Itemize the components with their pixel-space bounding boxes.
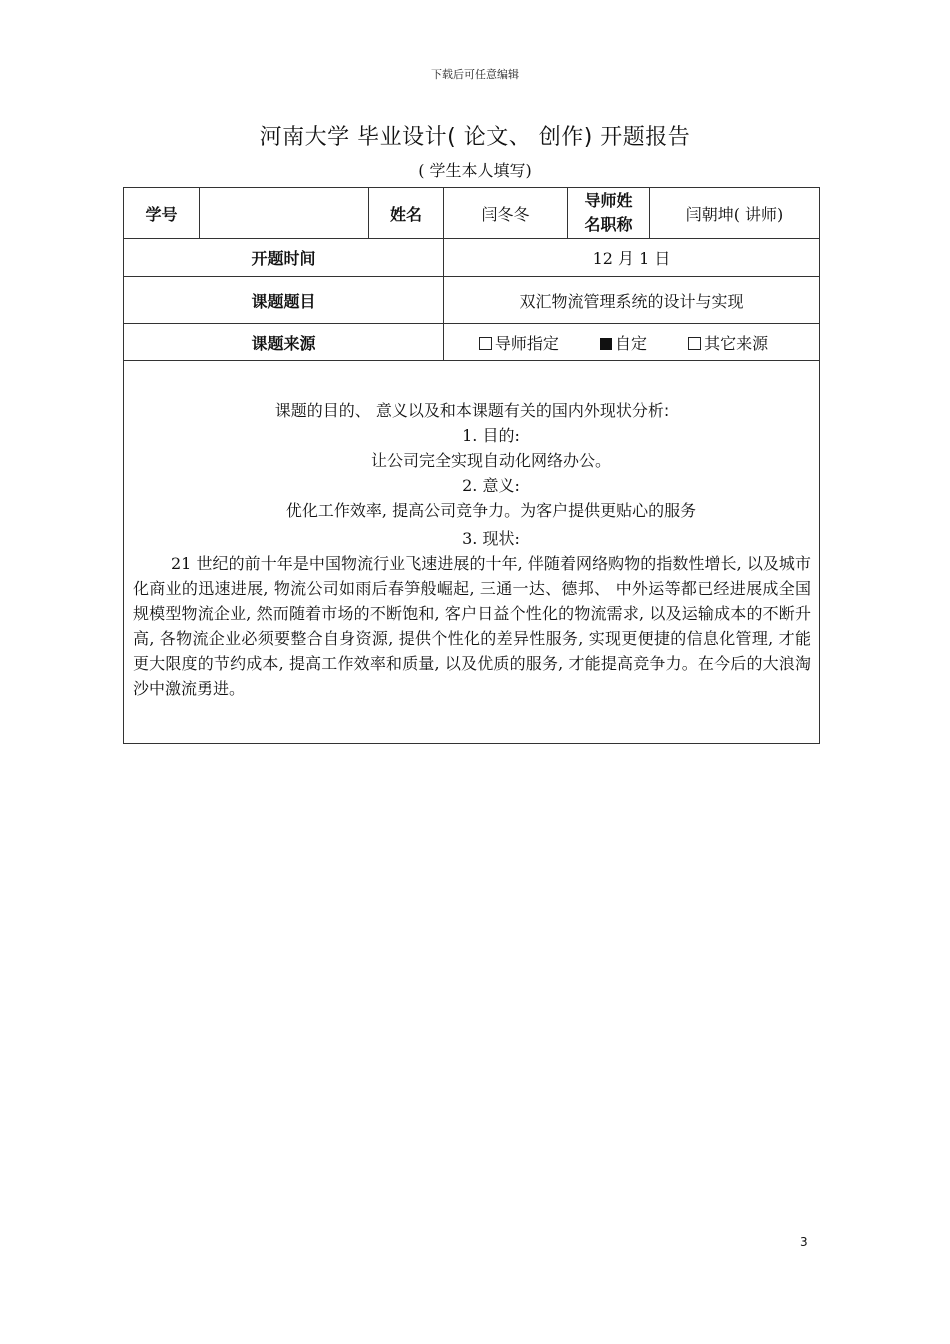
checkbox-filled-icon: [600, 338, 612, 350]
checkbox-empty-icon: [479, 337, 492, 350]
checkbox-empty-icon: [688, 337, 701, 350]
header-note: 下载后可任意编辑: [431, 68, 519, 81]
student-id-field[interactable]: [200, 188, 369, 239]
source-option-self[interactable]: [600, 331, 647, 354]
topic-label: 课题题目: [124, 277, 444, 324]
document-subtitle: ( 学生本人填写): [418, 161, 532, 180]
topic-value: 双汇物流管理系统的设计与实现: [444, 277, 820, 324]
student-id-label: 学号: [124, 188, 200, 239]
content-body: [124, 394, 819, 711]
source-options: [444, 324, 820, 361]
content-cell: [124, 361, 820, 744]
meaning-text: 优化工作效率, 提高公司竞争力。为客户提供更贴心的服务: [285, 500, 697, 520]
time-label: 开题时间: [124, 239, 444, 277]
time-value: 12 月 1 日: [444, 239, 820, 277]
form-row-basic-info: [124, 188, 820, 239]
form-row-content: [124, 361, 820, 744]
purpose-title: 1. 目的:: [462, 425, 520, 445]
source-option-label: 其它来源: [704, 333, 769, 353]
status-title: 3. 现状:: [462, 528, 520, 548]
purpose-text: 让公司完全实现自动化网络办公。: [370, 450, 611, 470]
source-option-tutor[interactable]: [479, 331, 559, 354]
proposal-form-table: [123, 187, 820, 744]
form-row-topic: [124, 277, 820, 324]
meaning-title: 2. 意义:: [462, 475, 520, 495]
source-option-label: 自定: [614, 333, 647, 353]
name-label: 姓名: [369, 188, 444, 239]
source-option-label: 导师指定: [494, 333, 559, 353]
tutor-value: 闫朝坤( 讲师): [650, 188, 820, 239]
form-row-time: [124, 239, 820, 277]
form-row-source: [124, 324, 820, 361]
source-option-other[interactable]: [688, 331, 768, 354]
name-value: 闫冬冬: [444, 188, 568, 239]
tutor-label: [568, 188, 650, 239]
status-text: 21 世纪的前十年是中国物流行业飞速进展的十年, 伴随着网络购物的指数性增长, 以及城市化商业的迅速进展, 物流公司如雨后春笋般崛起, 三通一达、德邦、 中外运等都已经进展成全国规模型物流企业, 然而随着市场的不断饱和, 客户日益个性化的物流需求, 以及运输成本的不断升高, 各物流企业必须要整合自身资源, 提供个性化的差异性服务, 实现更便捷的信息化管理, 才能更大限度的节约成本, 提高工作效率和质量, 以及优质的服务, 才能提高竞争力。在今后的大浪淘沙中激流勇进。: [133, 553, 811, 698]
document-title: 河南大学 毕业设计( 论文、 创作) 开题报告: [259, 125, 691, 150]
tutor-label-line1: 导师姓: [584, 191, 633, 210]
tutor-label-line2: 名职称: [584, 215, 633, 234]
page-number: 3: [800, 1235, 808, 1249]
content-heading: 课题的目的、 意义以及和本课题有关的国内外现状分析:: [274, 400, 670, 420]
source-label: 课题来源: [124, 324, 444, 361]
